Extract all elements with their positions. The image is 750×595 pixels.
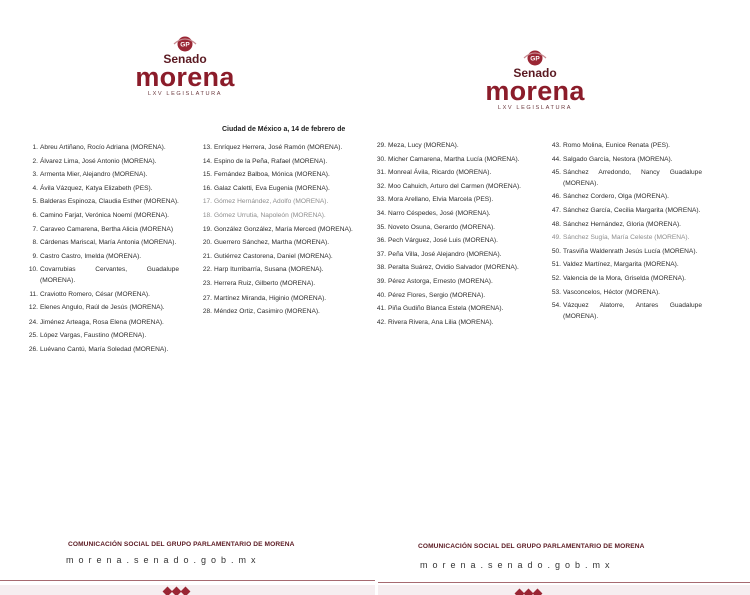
senator-list-column-2 [198,143,353,321]
senator-name: Vázquez Alatorre, Antares Guadalupe (MORENA). [563,302,702,320]
senator-entry [24,211,179,222]
senator-name: Craviotto Romero, César (MORENA). [40,290,150,298]
senator-entry [198,225,353,236]
senator-entry [547,301,702,322]
senator-number: 22. [202,266,212,274]
senator-number: 35. [376,223,386,231]
senator-name: Méndez Ortiz, Casimiro (MORENA). [214,308,320,316]
senator-entry [24,157,179,168]
senator-entry [547,155,702,166]
diamond-icon [515,589,525,595]
senator-name: Peña Villa, José Alejandro (MORENA). [388,250,502,258]
senator-name: Caraveo Camarena, Bertha Alicia (MORENA) [40,225,174,233]
senator-number: 18. [202,211,212,219]
senator-entry [547,233,702,244]
senator-name: Galaz Caletti, Eva Eugenia (MORENA). [214,184,330,192]
senator-number: 51. [551,261,561,269]
senator-number: 41. [376,305,386,313]
footer-band-right [378,585,750,595]
senator-name: Sánchez Arredondo, Nancy Guadalupe (MORENA). [563,169,702,187]
senator-name: Jiménez Arteaga, Rosa Elena (MORENA). [40,318,164,326]
logo-morena-text: morena [135,62,235,92]
senator-entry [547,192,702,203]
senator-entry [24,303,179,314]
senator-name: Abreu Artiñano, Rocío Adriana (MORENA). [40,144,166,151]
senator-entry [198,252,353,263]
senator-entry [24,331,179,342]
senator-number: 46. [551,193,561,201]
senator-entry [24,184,179,195]
footer-divider-left [0,580,375,581]
senator-entry [372,195,524,206]
senator-name: Vasconcelos, Héctor (MORENA). [563,288,660,296]
senator-name: Mora Arellano, Elvia Marcela (PES). [388,196,494,204]
senator-entry [372,318,524,329]
senator-number: 14. [202,157,212,165]
senator-name: Balderas Espinoza, Claudia Esther (MORENA). [40,198,179,206]
senator-entry [547,288,702,299]
senator-name: Pech Várguez, José Luis (MORENA). [388,237,498,245]
date-line: Ciudad de México a, 14 de febrero de [222,126,346,133]
senator-number: 4. [32,184,38,192]
senator-number: 43. [551,142,561,149]
senator-entry [198,143,353,154]
senator-name: Romo Molina, Eunice Renata (PES). [563,142,671,149]
senator-name: Pérez Flores, Sergio (MORENA). [388,291,486,299]
senator-entry [198,197,353,208]
senator-entry [198,238,353,249]
senator-name: Micher Camarena, Martha Lucía (MORENA). [388,155,520,163]
senator-number: 40. [376,291,386,299]
senator-name: Narro Céspedes, José (MORENA). [388,209,491,217]
senator-entry [372,168,524,179]
senator-number: 53. [551,288,561,296]
senator-number: 32. [376,182,386,190]
senator-name: Gómez Urrutia, Napoleón (MORENA). [214,211,326,219]
senator-entry [547,274,702,285]
senator-name: Cárdenas Mariscal, María Antonia (MORENA). [40,239,177,247]
senator-number: 52. [551,274,561,282]
senator-number: 30. [376,155,386,163]
senator-name: López Vargas, Faustino (MORENA). [40,332,147,340]
senator-number: 6. [32,211,38,219]
senator-number: 11. [29,290,38,298]
senator-number: 39. [376,277,386,285]
senator-name: Sánchez García, Cecilia Margarita (MORENA). [563,206,701,214]
senator-entry [372,209,524,220]
senator-number: 17. [202,198,212,206]
senator-list-column-4 [547,141,702,325]
senator-entry [372,263,524,274]
senator-number: 50. [551,247,561,255]
diamond-icon [181,587,191,595]
footer-diamonds-right [516,590,541,595]
senator-name: Moo Cahuich, Arturo del Carmen (MORENA). [388,182,522,190]
footer-title-right: COMUNICACIÓN SOCIAL DEL GRUPO PARLAMENTARIO DE MORENA [418,543,645,550]
senator-name: Herrera Ruiz, Gilberto (MORENA). [214,279,316,287]
senator-name: Salgado García, Nestora (MORENA). [563,155,673,163]
senator-entry [24,318,179,329]
senator-name: Guerrero Sánchez, Martha (MORENA). [214,239,330,247]
senator-number: 13. [202,144,212,151]
senator-list-column-1 [24,143,179,359]
senator-name: Elenes Angulo, Raúl de Jesús (MORENA). [40,304,165,312]
senado-morena-logo-left [135,36,235,98]
senator-entry [547,206,702,217]
senator-name: Valdez Martínez, Margarita (MORENA). [563,261,679,269]
senator-number: 48. [551,220,561,228]
senator-entry [24,345,179,356]
senator-number: 47. [551,206,561,214]
senator-name: Álvarez Lima, José Antonio (MORENA). [40,157,157,165]
senator-number: 7. [32,225,38,233]
senator-number: 25. [28,332,38,340]
senator-entry [198,184,353,195]
senator-entry [24,197,179,208]
senator-number: 26. [28,345,38,353]
gp-badge-text: GP [180,41,190,49]
senator-name: Sánchez Sugía, María Celeste (MORENA). [563,234,690,242]
senator-entry [372,304,524,315]
senator-name: Camino Farjat, Verónica Noemí (MORENA). [40,211,169,219]
senator-entry [372,236,524,247]
senator-entry [24,170,179,181]
footer-diamonds-left [164,588,189,595]
senator-number: 19. [202,225,212,233]
senator-name: Rivera Rivera, Ana Lilia (MORENA). [388,318,494,326]
senator-name: Gutiérrez Castorena, Daniel (MORENA). [214,252,333,260]
senator-number: 45. [551,169,561,177]
senator-name: Enríquez Herrera, José Ramón (MORENA). [214,144,343,151]
senator-entry [372,155,524,166]
senator-entry [198,279,353,290]
senator-list-column-3 [372,141,524,331]
senator-number: 3. [32,171,38,179]
senado-morena-logo-right [485,50,585,112]
senator-entry [547,141,702,152]
senator-entry [372,223,524,234]
senator-entry [24,265,179,286]
senator-entry [198,157,353,168]
gp-badge-text: GP [530,55,540,63]
senator-entry [24,238,179,249]
senator-name: Castro Castro, Imelda (MORENA). [40,252,142,260]
logo-senado-text: Senado [163,52,207,66]
footer-url-right: morena.senado.gob.mx [420,560,615,570]
logo-legislatura-text: LXV LEGISLATURA [147,91,223,97]
senator-number: 36. [376,237,386,245]
senator-number: 2. [32,157,38,165]
senator-name: Monreal Ávila, Ricardo (MORENA). [388,169,492,177]
senator-number: 37. [376,250,386,258]
senator-name: Trasviña Waldenrath Jesús Lucía (MORENA). [563,247,698,255]
footer-url-left: morena.senado.gob.mx [66,555,261,565]
senator-name: Luévano Cantú, María Soledad (MORENA). [40,345,169,353]
senator-entry [372,182,524,193]
senator-name: Peralta Suárez, Ovidio Salvador (MORENA). [388,264,519,272]
senator-entry [198,211,353,222]
senator-number: 20. [202,239,212,247]
senator-number: 9. [32,252,38,260]
senator-name: Sánchez Hernández, Gloria (MORENA). [563,220,681,228]
senator-entry [372,141,524,152]
senator-entry [547,220,702,231]
senator-number: 38. [376,264,386,272]
senator-number: 54. [551,302,561,310]
senator-number: 21. [202,252,212,260]
gp-badge-icon [522,50,548,66]
senator-number: 29. [376,142,386,149]
footer-divider-right [378,582,750,583]
senator-entry [372,250,524,261]
senator-entry [547,168,702,189]
senator-name: Noveto Osuna, Gerardo (MORENA). [388,223,496,231]
senator-entry [372,277,524,288]
senator-name: Covarrubias Cervantes, Guadalupe (MORENA). [40,266,179,284]
senator-number: 44. [551,155,561,163]
senator-name: Sánchez Cordero, Olga (MORENA). [563,193,669,201]
senator-number: 31. [376,169,386,177]
senator-number: 33. [376,196,386,204]
senator-number: 5. [32,198,38,206]
senator-entry [24,252,179,263]
senator-number: 15. [202,171,212,179]
senator-number: 12. [28,304,38,312]
diamond-icon [524,589,534,595]
senator-entry [198,294,353,305]
senator-name: Harp Iturribarría, Susana (MORENA). [214,266,324,274]
senator-number: 8. [32,239,38,247]
senator-name: Piña Gudiño Blanca Estela (MORENA). [388,305,504,313]
senator-name: Fernández Balboa, Mónica (MORENA). [214,171,330,179]
senator-entry [24,225,179,236]
senator-entry [372,291,524,302]
senator-name: González González, María Merced (MORENA). [214,225,353,233]
senator-name: Armenta Mier, Alejandro (MORENA). [40,171,148,179]
senator-entry [547,260,702,271]
senator-name: Ávila Vázquez, Katya Elizabeth (PES). [40,184,153,192]
senator-entry [198,170,353,181]
gp-badge-icon [172,36,198,52]
senator-entry [198,307,353,318]
senator-number: 1. [32,144,38,151]
senator-number: 10. [28,266,38,274]
senator-entry [547,247,702,258]
senator-name: Espino de la Peña, Rafael (MORENA). [214,157,328,165]
senator-entry [24,290,179,301]
senator-number: 27. [202,294,212,302]
senator-name: Pérez Astorga, Ernesto (MORENA). [388,277,493,285]
logo-legislatura-text: LXV LEGISLATURA [497,105,573,111]
senator-name: Meza, Lucy (MORENA). [388,142,459,149]
senator-number: 24. [28,318,38,326]
senator-name: Gómez Hernández, Adolfo (MORENA). [214,198,329,206]
senator-entry [24,143,179,154]
footer-title-left: COMUNICACIÓN SOCIAL DEL GRUPO PARLAMENTARIO DE MORENA [68,541,295,548]
senator-number: 49. [551,234,561,242]
senator-number: 42. [376,318,386,326]
senator-number: 28. [202,308,212,316]
senator-number: 34. [376,209,386,217]
senator-entry [198,265,353,276]
senator-number: 23. [202,279,212,287]
diamond-icon [533,589,543,595]
senator-number: 16. [202,184,212,192]
logo-senado-text: Senado [513,66,557,80]
senator-name: Martínez Miranda, Higinio (MORENA). [214,294,327,302]
logo-morena-text: morena [485,76,585,106]
senator-name: Valencia de la Mora, Griselda (MORENA). [563,274,687,282]
